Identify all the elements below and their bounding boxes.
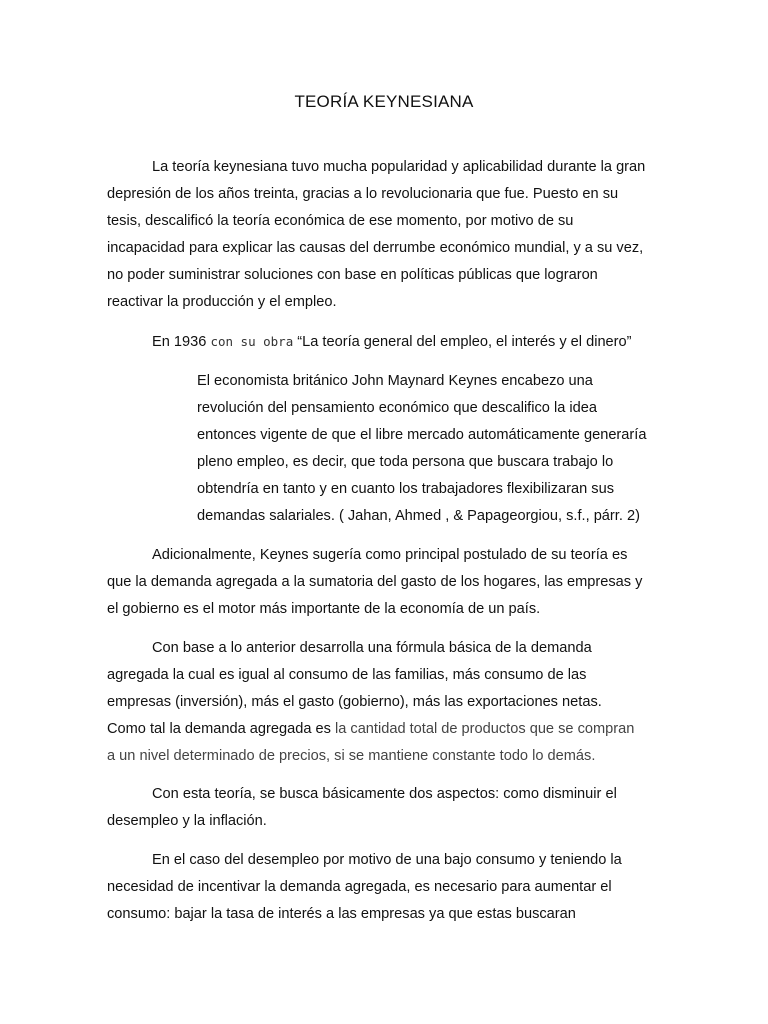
text-run-gray: la cantidad total de productos que se compran <box>334 721 635 737</box>
block-quote <box>197 368 677 530</box>
paragraph-2 <box>107 328 667 356</box>
quote-line: obtendría en tanto y en cuanto los trabajadores flexibilizaran sus <box>197 481 614 497</box>
text-line: no poder suministrar soluciones con base en políticas públicas que lograron <box>107 267 598 283</box>
quote-line: El economista británico John Maynard Keynes encabezo una <box>197 373 593 389</box>
paragraph-5 <box>107 781 667 835</box>
text-line: a un nivel determinado de precios, si se mantiene constante todo lo demás. <box>107 748 596 764</box>
text-run: En 1936 <box>152 334 211 350</box>
text-line: empresas (inversión), más el gasto (gobierno), más las exportaciones netas. <box>107 694 602 710</box>
text-line <box>107 716 667 743</box>
text-line: el gobierno es el motor más importante de la economía de un país. <box>107 601 541 617</box>
text-line: En el caso del desempleo por motivo de una bajo consumo y teniendo la <box>152 852 622 868</box>
text-run-mono: con su obra <box>210 334 294 349</box>
text-line: depresión de los años treinta, gracias a lo revolucionaria que fue. Puesto en su <box>107 186 619 202</box>
text-line: Adicionalmente, Keynes sugería como principal postulado de su teoría es <box>152 547 628 563</box>
quote-line: demandas salariales. ( Jahan, Ahmed , & Papageorgiou, s.f., párr. 2) <box>197 508 640 524</box>
text-line: tesis, descalificó la teoría económica de ese momento, por motivo de su <box>107 213 574 229</box>
text-line: La teoría keynesiana tuvo mucha popularidad y aplicabilidad durante la gran <box>152 159 646 175</box>
text-line: necesidad de incentivar la demanda agregada, es necesario para aumentar el <box>107 879 612 895</box>
text-line: Con esta teoría, se busca básicamente dos aspectos: como disminuir el <box>152 786 617 802</box>
text-line: Con base a lo anterior desarrolla una fórmula básica de la demanda <box>152 640 592 656</box>
paragraph-6 <box>107 847 667 928</box>
text-line: consumo: bajar la tasa de interés a las empresas ya que estas buscaran <box>107 906 576 922</box>
paragraph-1 <box>107 154 667 316</box>
text-run: Como tal la demanda agregada es <box>107 721 335 737</box>
quote-line: pleno empleo, es decir, que toda persona que buscara trabajo lo <box>197 454 614 470</box>
paragraph-4 <box>107 635 667 770</box>
paragraph-3 <box>107 542 667 623</box>
text-line: que la demanda agregada a la sumatoria del gasto de los hogares, las empresas y <box>107 574 643 590</box>
text-line: agregada la cual es igual al consumo de las familias, más consumo de las <box>107 667 587 683</box>
quote-line: revolución del pensamiento económico que descalifico la idea <box>197 400 597 416</box>
text-line: desempleo y la inflación. <box>107 813 267 829</box>
text-line: incapacidad para explicar las causas del derrumbe económico mundial, y a su vez, <box>107 240 644 256</box>
text-line <box>107 328 667 356</box>
text-run: “La teoría general del empleo, el interés y el dinero” <box>293 334 632 350</box>
text-line: reactivar la producción y el empleo. <box>107 294 337 310</box>
document-title: TEORÍA KEYNESIANA <box>294 92 474 111</box>
quote-line: entonces vigente de que el libre mercado automáticamente generaría <box>197 427 647 443</box>
